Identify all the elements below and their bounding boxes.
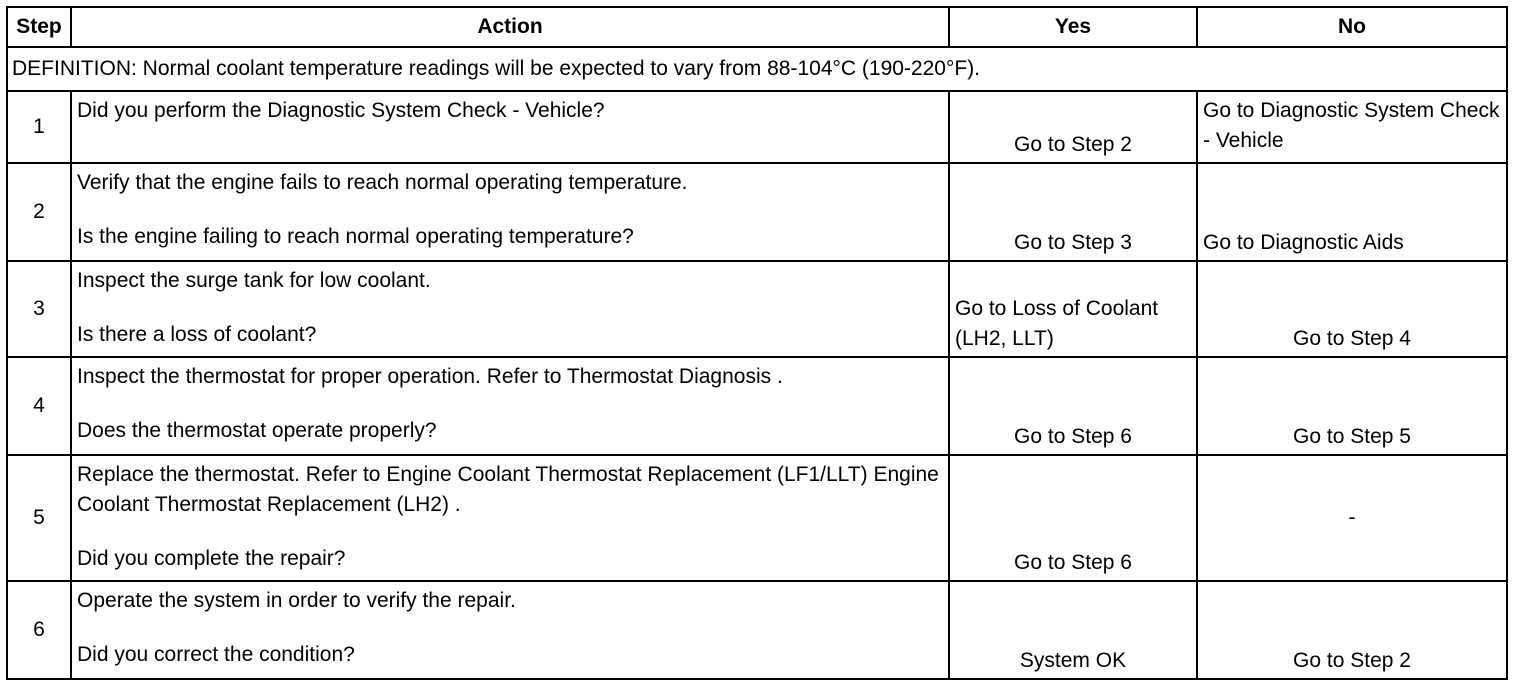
yes-cell: Go to Step 6	[949, 357, 1197, 455]
no-cell: Go to Step 5	[1197, 357, 1507, 455]
table-row	[7, 261, 1507, 357]
action-cell	[71, 261, 949, 357]
action-question: Does the thermostat operate properly?	[77, 419, 437, 442]
action-instruction: Verify that the engine fails to reach normal operating temperature.	[77, 171, 688, 194]
action-instruction: Inspect the surge tank for low coolant.	[77, 269, 431, 292]
table-row	[7, 91, 1507, 163]
action-instruction: Operate the system in order to verify the repair.	[77, 589, 516, 612]
action-instruction: Inspect the thermostat for proper operation. Refer to Thermostat Diagnosis .	[77, 365, 783, 388]
step-number: 6	[7, 581, 71, 679]
yes-cell: Go to Loss of Coolant (LH2, LLT)	[949, 261, 1197, 357]
no-cell: Go to Diagnostic System Check - Vehicle	[1197, 91, 1507, 163]
action-question: Is the engine failing to reach normal operating temperature?	[77, 225, 634, 248]
no-cell: -	[1197, 455, 1507, 581]
action-cell	[71, 581, 949, 679]
header-step: Step	[7, 7, 71, 47]
no-cell: Go to Diagnostic Aids	[1197, 163, 1507, 261]
yes-cell: Go to Step 6	[949, 455, 1197, 581]
no-cell: Go to Step 4	[1197, 261, 1507, 357]
action-question: Is there a loss of coolant?	[77, 323, 317, 346]
header-no: No	[1197, 7, 1507, 47]
diagnostic-table-container	[6, 6, 1508, 680]
table-row	[7, 163, 1507, 261]
header-yes: Yes	[949, 7, 1197, 47]
action-cell	[71, 91, 949, 163]
diagnostic-table	[6, 6, 1508, 680]
action-instruction: Did you perform the Diagnostic System Check - Vehicle?	[77, 99, 605, 122]
action-instruction: Replace the thermostat. Refer to Engine Coolant Thermostat Replacement (LF1/LLT) Engine Coolant Thermostat Replacement (LH2) .	[77, 463, 939, 516]
no-cell: Go to Step 2	[1197, 581, 1507, 679]
step-number: 1	[7, 91, 71, 163]
table-row	[7, 357, 1507, 455]
header-row	[7, 7, 1507, 47]
step-number: 5	[7, 455, 71, 581]
action-cell	[71, 357, 949, 455]
yes-cell: Go to Step 2	[949, 91, 1197, 163]
step-number: 4	[7, 357, 71, 455]
definition-text: DEFINITION: Normal coolant temperature readings will be expected to vary from 88-104°C (190-220°F).	[7, 47, 1507, 91]
step-number: 3	[7, 261, 71, 357]
yes-cell: Go to Step 3	[949, 163, 1197, 261]
header-action: Action	[71, 7, 949, 47]
action-cell	[71, 163, 949, 261]
action-question: Did you complete the repair?	[77, 547, 346, 570]
definition-row	[7, 47, 1507, 91]
step-number: 2	[7, 163, 71, 261]
yes-cell: System OK	[949, 581, 1197, 679]
table-row	[7, 455, 1507, 581]
action-cell	[71, 455, 949, 581]
table-row	[7, 581, 1507, 679]
action-question: Did you correct the condition?	[77, 643, 355, 666]
